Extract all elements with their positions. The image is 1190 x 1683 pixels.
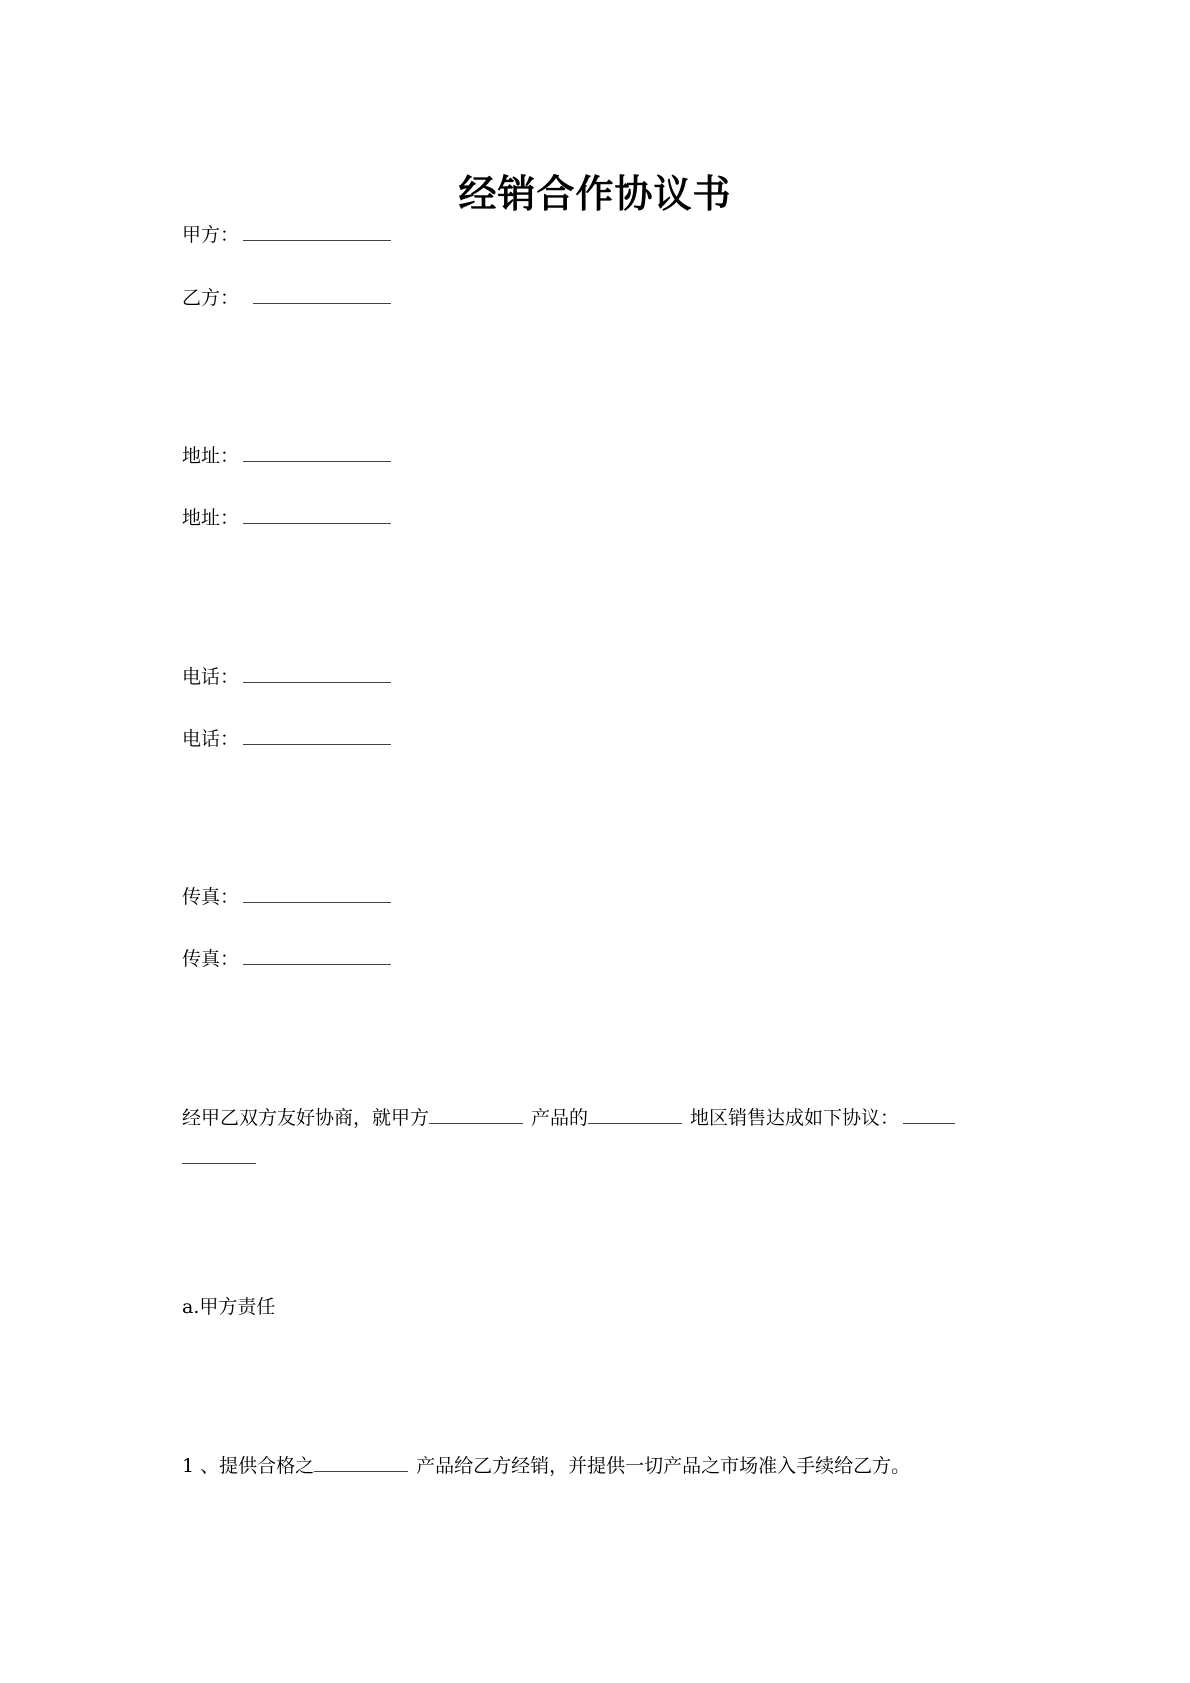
intro-tail-blank[interactable] — [903, 1105, 955, 1124]
address-a-field — [182, 443, 391, 469]
field-label: 甲方： — [182, 224, 240, 246]
product-blank[interactable] — [429, 1105, 523, 1124]
intro-tail-blank-2[interactable] — [182, 1145, 256, 1164]
party-a-blank[interactable] — [243, 222, 391, 241]
intro-text-3: 地区销售达成如下协议： — [690, 1107, 900, 1129]
intro-paragraph — [182, 1098, 1022, 1178]
phone-a-blank[interactable] — [243, 664, 391, 683]
qualified-product-blank[interactable] — [314, 1453, 408, 1472]
document-title: 经销合作协议书 — [458, 172, 732, 216]
fax-b-blank[interactable] — [243, 946, 391, 965]
clause-1 — [182, 1453, 910, 1479]
party-a-field — [182, 222, 391, 248]
field-label: 地址： — [182, 507, 240, 529]
clause-1-text-2: 产品给乙方经销，并提供一切产品之市场准入手续给乙方。 — [416, 1455, 911, 1477]
party-b-field — [182, 285, 391, 311]
phone-a-field — [182, 664, 391, 690]
fax-a-field — [182, 884, 391, 910]
address-a-blank[interactable] — [243, 443, 391, 462]
field-label: 电话： — [182, 666, 240, 688]
address-b-blank[interactable] — [243, 505, 391, 524]
phone-b-field — [182, 726, 391, 752]
field-label: 传真： — [182, 948, 240, 970]
field-label: 乙方： — [182, 287, 240, 309]
intro-text-1: 经甲乙双方友好协商，就甲方 — [182, 1107, 430, 1129]
field-label: 电话： — [182, 728, 240, 750]
fax-b-field — [182, 946, 391, 972]
field-label: 传真： — [182, 886, 240, 908]
section-a-heading: a.甲方责任 — [182, 1296, 276, 1318]
address-b-field — [182, 505, 391, 531]
clause-1-text-1: 1 、提供合格之 — [182, 1455, 315, 1477]
intro-text-2: 产品的 — [531, 1107, 589, 1129]
fax-a-blank[interactable] — [243, 884, 391, 903]
field-label: 地址： — [182, 445, 240, 467]
phone-b-blank[interactable] — [243, 726, 391, 745]
region-blank[interactable] — [588, 1105, 682, 1124]
party-b-blank[interactable] — [253, 285, 391, 304]
